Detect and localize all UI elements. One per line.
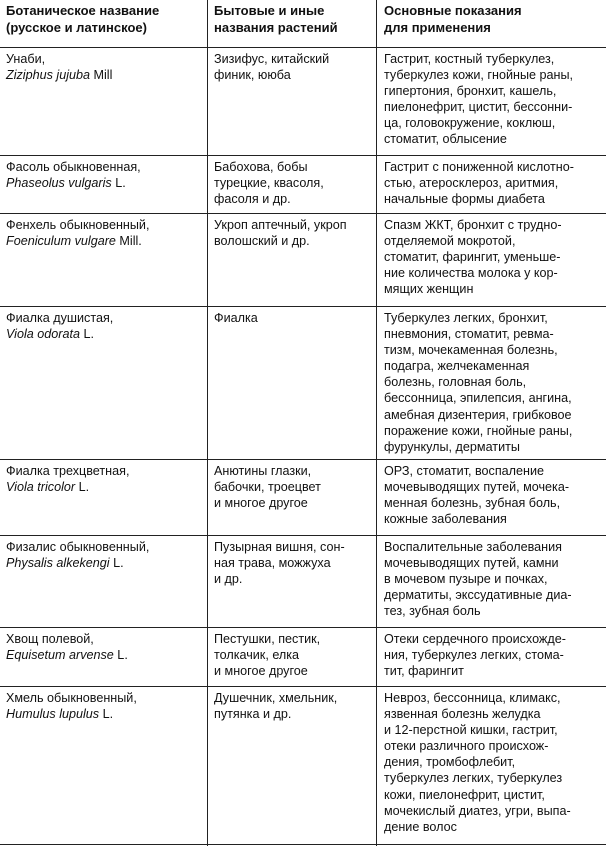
indications-cell — [384, 460, 604, 527]
header-col-common-names — [214, 0, 374, 36]
russian-name: Хмель обыкновенный, — [6, 691, 137, 705]
author-abbrev: L. — [99, 707, 114, 722]
indication-line: дерматиты, экссудативные диа- — [384, 588, 572, 603]
indication-line: туберкулез кожи, гнойные раны, — [384, 68, 574, 83]
latin-name-line — [6, 67, 206, 83]
indications-cell — [384, 536, 604, 619]
botanical-name-cell — [6, 48, 206, 83]
header-text: Бытовые и иные — [214, 3, 325, 18]
latin-name: Physalis alkekengi — [6, 556, 110, 571]
common-name-line: Фиалка — [214, 311, 258, 325]
common-names-cell — [214, 687, 374, 722]
indication-line: амебная дизентерия, грибковое — [384, 407, 572, 422]
russian-name: Фиалка трехцветная, — [6, 464, 130, 478]
common-name-line: турецкие, квасоля, — [214, 176, 324, 191]
indication-line: Спазм ЖКТ, бронхит с трудно- — [384, 218, 562, 232]
indication-line: Туберкулез легких, бронхит, — [384, 311, 548, 325]
indication-line: в мочевом пузыре и почках, — [384, 572, 548, 587]
indication-line: мочевыводящих путей, мочека- — [384, 480, 570, 495]
indication-line: Гастрит, костный туберкулез, — [384, 52, 555, 66]
header-text: Основные показания — [384, 3, 522, 18]
common-name-line: и др. — [214, 572, 243, 587]
russian-name: Физалис обыкновенный, — [6, 540, 150, 554]
table-row — [0, 213, 606, 306]
indication-line: тизм, мочекаменная болезнь, — [384, 343, 558, 358]
indication-line: тит, фарингит — [384, 664, 464, 679]
common-name-line: Пузырная вишня, сон- — [214, 540, 345, 554]
table-row — [0, 459, 606, 535]
common-name-line: Бабохова, бобы — [214, 160, 308, 174]
indication-line: стью, атеросклероз, аритмия, — [384, 176, 559, 191]
common-name-line: Пестушки, пестик, — [214, 632, 321, 646]
indication-line: и 12-перстной кишки, гастрит, — [384, 723, 558, 738]
common-name-line: ная трава, можжуха — [214, 556, 331, 571]
author-abbrev: L. — [80, 327, 95, 342]
latin-name: Foeniculum vulgare — [6, 234, 116, 249]
common-name-line: и многое другое — [214, 496, 308, 511]
common-name-line: путянка и др. — [214, 707, 292, 722]
common-name-line: толкачик, елка — [214, 648, 300, 663]
indication-line: тез, зубная боль — [384, 604, 481, 619]
common-names-cell — [214, 214, 374, 249]
russian-name: Фиалка душистая, — [6, 311, 114, 325]
indications-cell — [384, 307, 604, 455]
latin-name: Viola tricolor — [6, 480, 76, 495]
indication-line: дения, тромбофлебит, — [384, 755, 516, 770]
indication-line: стоматит, фарингит, уменьше- — [384, 250, 561, 265]
header-col-indications — [384, 0, 604, 36]
russian-name: Хвощ полевой, — [6, 632, 94, 646]
indication-line: гипертония, бронхит, кашель, — [384, 84, 557, 99]
latin-name: Ziziphus jujuba — [6, 68, 91, 83]
indication-line: отеки различного происхож- — [384, 739, 549, 754]
latin-name-line — [6, 326, 206, 342]
latin-name: Phaseolus vulgaris — [6, 176, 112, 191]
indication-line: мящих женщин — [384, 282, 474, 297]
botanical-name-cell — [6, 536, 206, 571]
indication-line: начальные формы диабета — [384, 192, 545, 207]
common-name-line: фасоля и др. — [214, 192, 291, 207]
table-bottom-border — [0, 844, 606, 845]
indications-cell — [384, 214, 604, 297]
botanical-name-cell — [6, 628, 206, 663]
botanical-name-cell — [6, 460, 206, 495]
common-name-line: Зизифус, китайский — [214, 52, 330, 66]
author-abbrev: L. — [75, 480, 90, 495]
indication-line: пиелонефрит, цистит, бессонни- — [384, 100, 573, 115]
latin-name-line — [6, 233, 206, 249]
russian-name: Фенхель обыкновенный, — [6, 218, 150, 232]
botanical-name-cell — [6, 214, 206, 249]
indication-line: болезнь, головная боль, — [384, 375, 527, 390]
indications-cell — [384, 628, 604, 679]
indication-line: дение волос — [384, 819, 457, 834]
latin-name-line — [6, 555, 206, 571]
indication-line: отделяемой мокротой, — [384, 234, 516, 249]
indication-line: кожные заболевания — [384, 512, 507, 527]
header-text: (русское и латинское) — [6, 19, 147, 35]
author-abbrev: L. — [113, 648, 128, 663]
indication-line: ца, головокружение, коклюш, — [384, 116, 556, 131]
indication-line: пневмония, стоматит, ревма- — [384, 327, 554, 342]
indication-line: фурункулы, дерматиты — [384, 439, 520, 454]
russian-name: Фасоль обыкновенная, — [6, 160, 141, 174]
botanical-name-cell — [6, 156, 206, 191]
header-text: для применения — [384, 19, 491, 35]
common-name-line: волошский и др. — [214, 234, 310, 249]
botanical-name-cell — [6, 687, 206, 722]
indication-line: подагра, желчекаменная — [384, 359, 530, 374]
russian-name: Унаби, — [6, 52, 46, 66]
common-name-line: финик, ююба — [214, 68, 291, 83]
common-names-cell — [214, 460, 374, 511]
indication-line: мочекислый диатез, угри, выпа- — [384, 803, 571, 818]
common-name-line: бабочки, троецвет — [214, 480, 321, 495]
latin-name: Equisetum arvense — [6, 648, 114, 663]
indication-line: мочевыводящих путей, камни — [384, 556, 559, 571]
common-names-cell — [214, 48, 374, 83]
table-row — [0, 627, 606, 686]
common-name-line: Душечник, хмельник, — [214, 691, 338, 705]
indication-line: Отеки сердечного происхожде- — [384, 632, 566, 646]
indication-line: Воспалительные заболевания — [384, 540, 562, 554]
latin-name-line — [6, 479, 206, 495]
indication-line: Невроз, бессонница, климакс, — [384, 691, 561, 705]
indication-line: Гастрит с пониженной кислотно- — [384, 160, 574, 174]
table-row — [0, 535, 606, 627]
indications-cell — [384, 156, 604, 207]
author-abbrev: Mill. — [115, 234, 142, 249]
indication-line: туберкулез легких, туберкулез — [384, 771, 563, 786]
latin-name-line — [6, 175, 206, 191]
botanical-name-cell — [6, 307, 206, 342]
indication-line: бессонница, эпилепсия, ангина, — [384, 391, 572, 406]
latin-name: Humulus lupulus — [6, 707, 100, 722]
indications-cell — [384, 687, 604, 835]
common-names-cell — [214, 307, 374, 326]
table-header — [0, 0, 606, 47]
indication-line: стоматит, облысение — [384, 132, 507, 147]
author-abbrev: Mill — [90, 68, 113, 83]
table-row — [0, 306, 606, 459]
common-names-cell — [214, 536, 374, 587]
common-name-line: и многое другое — [214, 664, 308, 679]
header-text: Ботаническое название — [6, 3, 160, 18]
indication-line: ния, туберкулез легких, стома- — [384, 648, 564, 663]
indication-line: менная болезнь, зубная боль, — [384, 496, 561, 511]
indication-line: ОРЗ, стоматит, воспаление — [384, 464, 545, 478]
indication-line: ние количества молока у кор- — [384, 266, 558, 281]
common-names-cell — [214, 156, 374, 207]
latin-name-line — [6, 647, 206, 663]
table-row — [0, 155, 606, 213]
common-name-line: Анютины глазки, — [214, 464, 312, 478]
common-names-cell — [214, 628, 374, 679]
author-abbrev: L. — [111, 176, 126, 191]
latin-name: Viola odorata — [6, 327, 80, 342]
common-name-line: Укроп аптечный, укроп — [214, 218, 347, 232]
indication-line: кожи, пиелонефрит, цистит, — [384, 787, 545, 802]
author-abbrev: L. — [109, 556, 124, 571]
indication-line: язвенная болезнь желудка — [384, 707, 541, 722]
header-text: названия растений — [214, 19, 338, 35]
table-row — [0, 686, 606, 844]
header-col-botanical-name — [6, 0, 206, 36]
latin-name-line — [6, 706, 206, 722]
table-row — [0, 47, 606, 155]
indications-cell — [384, 48, 604, 148]
indication-line: поражение кожи, гнойные раны, — [384, 423, 573, 438]
